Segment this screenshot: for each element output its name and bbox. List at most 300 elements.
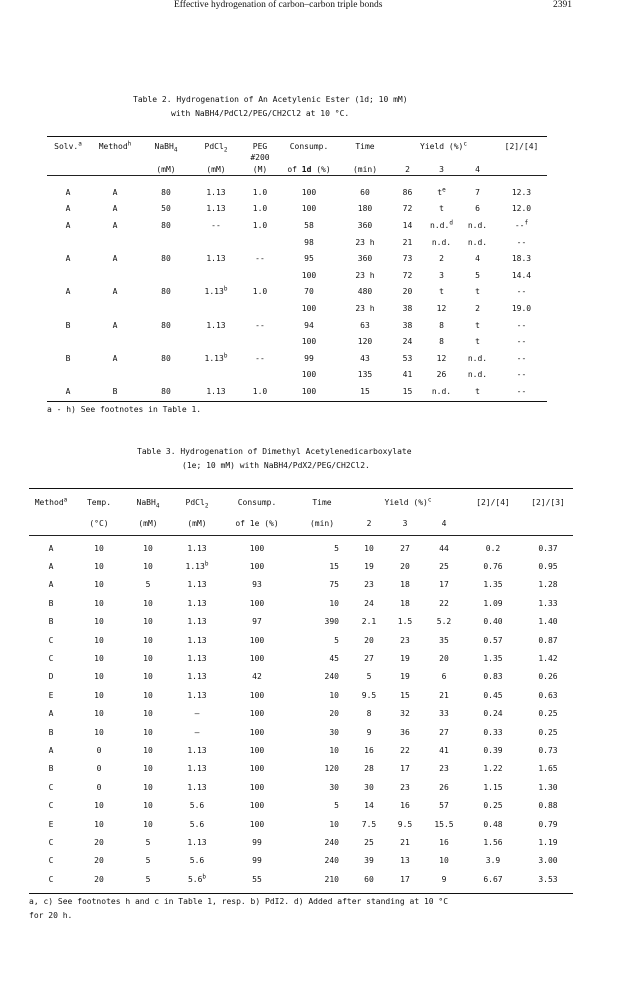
pdcl2-cell xyxy=(191,267,241,284)
time-cell: 45 xyxy=(329,654,339,664)
consumption-cell: 99 xyxy=(304,353,314,363)
pdcl2-cell: 1.13 xyxy=(187,764,207,774)
table2-bottom-rule xyxy=(47,401,547,402)
yield-3-cell: 18 xyxy=(400,580,410,590)
yield-2-cell: 72 xyxy=(402,204,413,214)
method-cell: B xyxy=(112,386,118,396)
time-cell: 5 xyxy=(334,801,339,811)
yield-3-cell: 13 xyxy=(400,856,410,866)
t3-h-pdcl2-unit: (mM) xyxy=(187,518,207,528)
pdcl2-cell: 1.13 xyxy=(206,187,226,197)
temperature-cell: 10 xyxy=(94,690,104,700)
nabh4-cell: 5 xyxy=(145,856,151,866)
consumption-cell: 100 xyxy=(249,543,265,553)
pdcl2-cell: 1.13 xyxy=(187,543,207,553)
table3-top-rule xyxy=(29,488,573,489)
time-cell: 23 h xyxy=(355,237,375,247)
method-cell: B xyxy=(48,727,54,737)
yield-4-cell: 35 xyxy=(439,635,449,645)
ratio-23-cell: 1.65 xyxy=(538,764,558,774)
table2-header xyxy=(47,140,547,176)
method-cell: A xyxy=(112,187,118,197)
running-title: Effective hydrogenation of carbon–carbon triple bonds xyxy=(174,0,383,10)
table-row xyxy=(29,833,573,851)
method-cell: C xyxy=(48,654,54,664)
yield-3-cell: 9.5 xyxy=(397,819,413,829)
nabh4-cell: 10 xyxy=(143,819,153,829)
temperature-cell: 10 xyxy=(94,598,104,608)
t3-h-nabh4-unit: (mM) xyxy=(138,518,158,528)
pdcl2-cell xyxy=(191,367,241,384)
t2-h-consump2: of 1d (%) xyxy=(287,164,331,174)
peg-cell: -- xyxy=(255,254,265,264)
yield-2-cell: 15 xyxy=(402,386,413,396)
yield-4-cell: n.d. xyxy=(467,237,488,247)
temperature-cell: 10 xyxy=(94,562,104,572)
solvent-cell xyxy=(47,300,89,317)
yield-4-cell: 6 xyxy=(441,672,447,682)
nabh4-cell: 10 xyxy=(143,654,153,664)
nabh4-cell: 10 xyxy=(143,745,153,755)
yield-3-cell: 23 xyxy=(400,782,410,792)
ratio-cell: -- xyxy=(516,386,527,396)
yield-4-cell: 16 xyxy=(439,837,449,847)
yield-3-cell: 36 xyxy=(400,727,410,737)
table-row xyxy=(29,668,573,686)
nabh4-cell: 10 xyxy=(143,562,153,572)
table3-bottom-rule xyxy=(29,893,573,894)
t2-h-nabh4-unit: (mM) xyxy=(156,164,176,174)
table-row xyxy=(29,741,573,759)
table-row xyxy=(29,796,573,814)
method-cell: C xyxy=(48,856,54,866)
time-cell: 10 xyxy=(329,690,339,700)
method-cell: C xyxy=(48,782,54,792)
yield-2-cell: 9.5 xyxy=(361,690,377,700)
yield-3-cell: 16 xyxy=(400,801,410,811)
temperature-cell: 0 xyxy=(96,745,102,755)
time-cell: 10 xyxy=(329,819,339,829)
ratio-23-cell: 0.87 xyxy=(538,635,558,645)
time-cell: 10 xyxy=(329,745,339,755)
time-cell: 75 xyxy=(329,580,339,590)
method-cell: B xyxy=(48,617,54,627)
ratio-23-cell: 0.25 xyxy=(538,709,558,719)
peg-cell xyxy=(241,333,279,350)
method-cell: C xyxy=(48,874,54,884)
t2-h-y4: 4 xyxy=(475,164,480,174)
table-row xyxy=(47,184,547,201)
t2-h-y3: 3 xyxy=(439,164,444,174)
nabh4-cell: 5 xyxy=(145,580,151,590)
nabh4-cell: 10 xyxy=(143,801,153,811)
consumption-cell: 100 xyxy=(249,562,265,572)
consumption-cell: 100 xyxy=(249,598,265,608)
pdcl2-cell: 1.13$^b$ xyxy=(204,285,228,297)
t3-h-yield: Yield (%)$^c$ xyxy=(384,495,432,507)
yield-2-cell: 20 xyxy=(402,287,413,297)
yield-2-cell: 8 xyxy=(366,709,372,719)
yield-2-cell: 72 xyxy=(402,270,413,280)
yield-2-cell: 86 xyxy=(402,187,413,197)
pdcl2-cell: — xyxy=(194,727,200,737)
yield-2-cell: 23 xyxy=(364,580,374,590)
ratio-cell: -- xyxy=(516,337,527,347)
consumption-cell: 100 xyxy=(301,386,317,396)
temperature-cell: 10 xyxy=(94,543,104,553)
yield-3-cell: 12 xyxy=(436,303,447,313)
yield-4-cell: 5 xyxy=(475,270,480,280)
temperature-cell: 10 xyxy=(94,672,104,682)
method-cell xyxy=(89,333,141,350)
time-cell: 360 xyxy=(357,254,373,264)
pdcl2-cell: 5.6 xyxy=(189,801,205,811)
temperature-cell: 10 xyxy=(94,617,104,627)
table2-caption-line1: Table 2. Hydrogenation of An Acetylenic Ester (1d; 10 mM) xyxy=(133,95,408,104)
table-row xyxy=(47,350,547,367)
ratio-cell: 14.4 xyxy=(511,270,532,280)
ratio-24-cell: 0.33 xyxy=(483,727,503,737)
nabh4-cell: 80 xyxy=(161,386,171,396)
yield-3-cell: 27 xyxy=(400,543,410,553)
nabh4-cell: 10 xyxy=(143,764,153,774)
yield-3-cell: 26 xyxy=(436,370,447,380)
yield-2-cell: 20 xyxy=(364,635,374,645)
ratio-24-cell: 1.09 xyxy=(483,598,503,608)
pdcl2-cell: 1.13 xyxy=(187,837,207,847)
consumption-cell: 100 xyxy=(249,819,265,829)
consumption-cell: 100 xyxy=(301,187,317,197)
yield-2-cell: 24 xyxy=(402,337,413,347)
yield-4-cell: 26 xyxy=(439,782,449,792)
ratio-24-cell: 0.45 xyxy=(483,690,503,700)
yield-2-cell: 38 xyxy=(402,303,413,313)
ratio-23-cell: 0.95 xyxy=(538,562,558,572)
consumption-cell: 100 xyxy=(249,709,265,719)
time-cell: 135 xyxy=(357,370,373,380)
t2-h-peg2: #200 xyxy=(250,152,270,162)
table2-caption-line2: with NaBH4/PdCl2/PEG/CH2Cl2 at 10 °C. xyxy=(171,109,350,118)
pdcl2-cell: 1.13 xyxy=(187,654,207,664)
table-row xyxy=(29,778,573,796)
pdcl2-cell: 1.13 xyxy=(187,782,207,792)
yield-4-cell: 23 xyxy=(439,764,449,774)
solvent-cell: A xyxy=(65,386,71,396)
yield-2-cell: 38 xyxy=(402,320,413,330)
time-cell: 60 xyxy=(360,187,370,197)
ratio-23-cell: 1.42 xyxy=(538,654,558,664)
yield-2-cell: 27 xyxy=(364,654,374,664)
yield-3-cell: $t^e$ xyxy=(437,186,446,197)
time-cell: 210 xyxy=(324,874,339,884)
time-cell: 23 h xyxy=(355,270,375,280)
t2-h-ratio: [2]/[4] xyxy=(504,141,539,151)
t2-h-peg-unit: (M) xyxy=(252,164,268,174)
table-row xyxy=(29,576,573,594)
yield-3-cell: 12 xyxy=(436,353,447,363)
solvent-cell xyxy=(47,267,89,284)
yield-3-cell: 20 xyxy=(400,562,410,572)
ratio-24-cell: 0.48 xyxy=(483,819,503,829)
consumption-cell: 100 xyxy=(301,270,317,280)
t2-h-consump: Consump. xyxy=(289,141,329,151)
method-cell: A xyxy=(112,204,118,214)
temperature-cell: 10 xyxy=(94,801,104,811)
ratio-23-cell: 1.40 xyxy=(538,617,558,627)
time-cell: 15 xyxy=(360,386,370,396)
yield-3-cell: 8 xyxy=(439,337,444,347)
solvent-cell: A xyxy=(65,254,71,264)
ratio-23-cell: 1.28 xyxy=(538,580,558,590)
pdcl2-cell: 5.6 xyxy=(189,819,205,829)
peg-cell: -- xyxy=(255,353,265,363)
time-cell: 120 xyxy=(324,764,339,774)
ratio-24-cell: 1.56 xyxy=(483,837,503,847)
t2-h-y2: 2 xyxy=(405,164,410,174)
peg-cell xyxy=(241,367,279,384)
yield-4-cell: n.d. xyxy=(467,220,488,230)
ratio-24-cell: 0.76 xyxy=(483,562,503,572)
nabh4-cell: 10 xyxy=(143,690,153,700)
table3-caption-line2: (1e; 10 mM) with NaBH4/PdX2/PEG/CH2Cl2. xyxy=(182,461,370,470)
ratio-cell: -- xyxy=(516,353,527,363)
yield-4-cell: t xyxy=(475,337,480,347)
method-cell: A xyxy=(48,745,54,755)
table-row xyxy=(29,649,573,667)
ratio-23-cell: 0.79 xyxy=(538,819,558,829)
pdcl2-cell xyxy=(191,333,241,350)
yield-2-cell: 19 xyxy=(364,562,374,572)
yield-3-cell: 22 xyxy=(400,745,410,755)
ratio-cell: 19.0 xyxy=(511,303,532,313)
consumption-cell: 100 xyxy=(249,727,265,737)
time-cell: 120 xyxy=(357,337,373,347)
temperature-cell: 10 xyxy=(94,819,104,829)
time-cell: 10 xyxy=(329,598,339,608)
t3-h-nabh4: NaBH$_4$ xyxy=(136,497,160,510)
nabh4-cell: 10 xyxy=(143,598,153,608)
yield-3-cell: 8 xyxy=(439,320,444,330)
nabh4-cell: 5 xyxy=(145,837,151,847)
t3-h-ratio24: [2]/[4] xyxy=(476,497,510,507)
ratio-24-cell: 0.25 xyxy=(483,801,503,811)
yield-4-cell: 6 xyxy=(475,204,480,214)
time-cell: 5 xyxy=(334,543,339,553)
table3-header-rule xyxy=(29,535,573,536)
yield-2-cell: 28 xyxy=(364,764,374,774)
yield-4-cell: t xyxy=(475,386,480,396)
yield-2-cell: 30 xyxy=(364,782,374,792)
pdcl2-cell: 5.6$^b$ xyxy=(187,873,207,884)
yield-4-cell: 2 xyxy=(475,303,480,313)
ratio-24-cell: 0.83 xyxy=(483,672,503,682)
consumption-cell: 100 xyxy=(249,764,265,774)
solvent-cell xyxy=(47,333,89,350)
nabh4-cell: 80 xyxy=(161,320,171,330)
time-cell: 30 xyxy=(329,727,339,737)
ratio-24-cell: 1.22 xyxy=(483,764,503,774)
nabh4-cell xyxy=(141,234,191,251)
t3-h-y2: 2 xyxy=(366,518,372,528)
yield-3-cell: 21 xyxy=(400,837,410,847)
solvent-cell: A xyxy=(65,287,71,297)
yield-4-cell: n.d. xyxy=(467,353,488,363)
table-row xyxy=(47,284,547,301)
peg-cell xyxy=(241,234,279,251)
nabh4-cell xyxy=(141,300,191,317)
yield-3-cell: 23 xyxy=(400,635,410,645)
pdcl2-cell: — xyxy=(194,709,200,719)
consumption-cell: 100 xyxy=(301,204,317,214)
consumption-cell: 100 xyxy=(249,654,265,664)
nabh4-cell: 80 xyxy=(161,220,171,230)
consumption-cell: 100 xyxy=(249,782,265,792)
yield-4-cell: 4 xyxy=(475,254,480,264)
peg-cell: 1.0 xyxy=(252,187,268,197)
yield-2-cell: 25 xyxy=(364,837,374,847)
yield-2-cell: 53 xyxy=(402,353,413,363)
consumption-cell: 95 xyxy=(304,254,314,264)
time-cell: 43 xyxy=(360,353,370,363)
t3-h-ratio23: [2]/[3] xyxy=(531,497,565,507)
ratio-24-cell: 0.24 xyxy=(483,709,503,719)
nabh4-cell: 10 xyxy=(143,672,153,682)
consumption-cell: 58 xyxy=(304,220,314,230)
ratio-23-cell: 3.00 xyxy=(538,856,558,866)
solvent-cell: B xyxy=(65,353,71,363)
temperature-cell: 10 xyxy=(94,580,104,590)
consumption-cell: 100 xyxy=(249,801,265,811)
ratio-cell: 12.0 xyxy=(511,204,532,214)
time-cell: 63 xyxy=(360,320,370,330)
yield-2-cell: 14 xyxy=(364,801,374,811)
nabh4-cell: 80 xyxy=(161,287,171,297)
yield-3-cell: n.d. xyxy=(431,386,452,396)
method-cell: A xyxy=(112,220,118,230)
ratio-cell: 12.3 xyxy=(511,187,532,197)
table-row xyxy=(47,300,547,317)
yield-2-cell: 24 xyxy=(364,598,374,608)
pdcl2-cell: 1.13 xyxy=(187,690,207,700)
ratio-cell: -- xyxy=(516,320,527,330)
pdcl2-cell: 1.13 xyxy=(187,745,207,755)
nabh4-cell: 5 xyxy=(145,874,151,884)
pdcl2-cell xyxy=(191,300,241,317)
yield-4-cell: 7 xyxy=(475,187,480,197)
yield-3-cell: 17 xyxy=(400,874,410,884)
yield-4-cell: 44 xyxy=(439,543,449,553)
solvent-cell xyxy=(47,367,89,384)
t3-h-time: Time xyxy=(312,497,332,507)
ratio-23-cell: 0.37 xyxy=(538,543,558,553)
t3-h-method: Method$^a$ xyxy=(34,495,68,507)
consumption-cell: 100 xyxy=(249,745,265,755)
yield-3-cell: 19 xyxy=(400,654,410,664)
ratio-24-cell: 6.67 xyxy=(483,874,503,884)
table-row xyxy=(29,852,573,870)
t2-h-pdcl2-unit: (mM) xyxy=(206,164,226,174)
time-cell: 180 xyxy=(357,204,373,214)
peg-cell: 1.0 xyxy=(252,220,268,230)
table-row xyxy=(29,686,573,704)
nabh4-cell: 50 xyxy=(161,204,171,214)
ratio-23-cell: 1.30 xyxy=(538,782,558,792)
time-cell: 5 xyxy=(334,635,339,645)
ratio-cell: -- xyxy=(516,370,527,380)
yield-2-cell: 60 xyxy=(364,874,374,884)
nabh4-cell: 10 xyxy=(143,709,153,719)
nabh4-cell: 10 xyxy=(143,617,153,627)
table-row xyxy=(29,870,573,888)
t3-h-pdcl2: PdCl$_2$ xyxy=(185,497,209,510)
yield-2-cell: 16 xyxy=(364,745,374,755)
t2-h-yield: Yield (%)$^c$ xyxy=(420,140,467,151)
temperature-cell: 20 xyxy=(94,874,104,884)
table-row xyxy=(29,760,573,778)
method-cell: B xyxy=(48,764,54,774)
peg-cell: -- xyxy=(255,320,265,330)
consumption-cell: 100 xyxy=(301,337,317,347)
t2-h-peg: PEG xyxy=(252,141,268,151)
nabh4-cell: 10 xyxy=(143,727,153,737)
yield-2-cell: 5 xyxy=(366,672,372,682)
peg-cell xyxy=(241,267,279,284)
table-row xyxy=(29,631,573,649)
yield-4-cell: 5.2 xyxy=(436,617,452,627)
page-number: 2391 xyxy=(553,0,572,10)
solvent-cell xyxy=(47,234,89,251)
yield-3-cell: 17 xyxy=(400,764,410,774)
yield-3-cell: t xyxy=(439,287,444,297)
t2-h-nabh4: NaBH$_4$ xyxy=(154,141,178,152)
yield-3-cell: 19 xyxy=(400,672,410,682)
ratio-24-cell: 1.35 xyxy=(483,654,503,664)
table-row xyxy=(47,267,547,284)
ratio-24-cell: 0.39 xyxy=(483,745,503,755)
method-cell: A xyxy=(48,580,54,590)
method-cell: A xyxy=(48,543,54,553)
table2-body xyxy=(47,184,547,400)
ratio-24-cell: 0.40 xyxy=(483,617,503,627)
nabh4-cell: 80 xyxy=(161,254,171,264)
yield-4-cell: 10 xyxy=(439,856,449,866)
yield-3-cell: n.d. xyxy=(431,237,452,247)
peg-cell: 1.0 xyxy=(252,386,268,396)
consumption-cell: 99 xyxy=(252,837,262,847)
temperature-cell: 10 xyxy=(94,654,104,664)
method-cell: A xyxy=(48,562,54,572)
temperature-cell: 0 xyxy=(96,764,102,774)
yield-3-cell: t xyxy=(439,204,444,214)
method-cell: A xyxy=(112,353,118,363)
yield-2-cell: 2.1 xyxy=(361,617,377,627)
consumption-cell: 100 xyxy=(301,370,317,380)
t2-h-time: Time xyxy=(355,141,375,151)
method-cell: C xyxy=(48,801,54,811)
t3-h-y4: 4 xyxy=(441,518,447,528)
consumption-cell: 98 xyxy=(304,237,314,247)
solvent-cell: A xyxy=(65,187,71,197)
pdcl2-cell: 1.13 xyxy=(206,204,226,214)
nabh4-cell: 80 xyxy=(161,187,171,197)
t2-h-time-unit: (min) xyxy=(352,164,378,174)
pdcl2-cell: 1.13 xyxy=(187,635,207,645)
time-cell: 240 xyxy=(324,856,339,866)
t3-h-y3: 3 xyxy=(402,518,408,528)
yield-3-cell: n.d.$^d$ xyxy=(430,219,453,230)
method-cell xyxy=(89,367,141,384)
table-row xyxy=(47,234,547,251)
